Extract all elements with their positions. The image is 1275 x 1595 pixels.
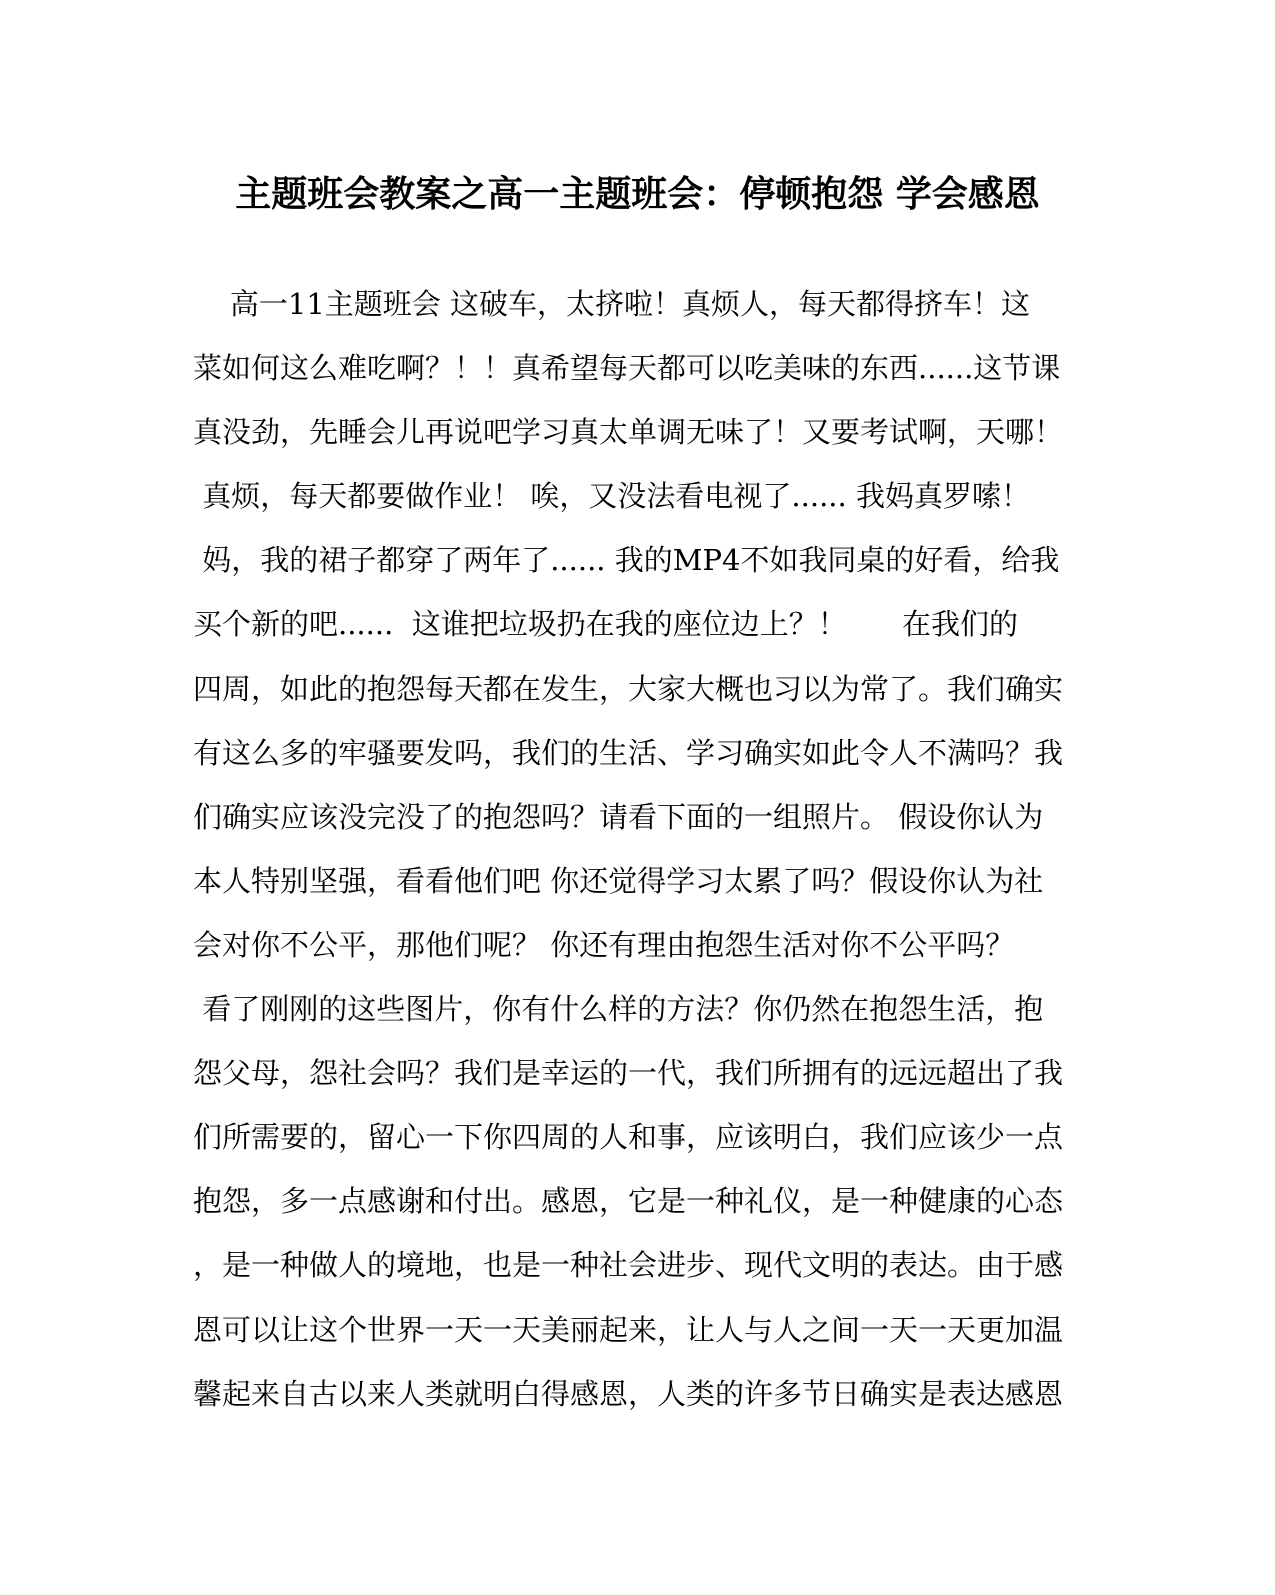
body-line: 本人特别坚强，看看他们吧 你还觉得学习太累了吗？假设你认为社 xyxy=(193,863,1044,898)
body-line: 怨父母，怨社会吗？我们是幸运的一代，我们所拥有的远远超出了我 xyxy=(193,1056,1064,1091)
body-line: 买个新的吧...... 这谁把垃圾扔在我的座位边上？！ 在我们的 xyxy=(193,607,1019,642)
body-line: 恩可以让这个世界一天一天美丽起来，让人与人之间一天一天更加温 xyxy=(193,1312,1064,1347)
document-title: 主题班会教案之高一主题班会：停顿抱怨 学会感恩 xyxy=(235,173,1040,215)
body-line: 抱怨，多一点感谢和付出。感恩，它是一种礼仪，是一种健康的心态 xyxy=(193,1184,1064,1219)
body-line: 高一11主题班会 这破车，太挤啦！真烦人，每天都得挤车！这 xyxy=(193,287,1030,321)
body-line: 四周，如此的抱怨每天都在发生，大家大概也习以为常了。我们确实 xyxy=(193,671,1064,706)
body-line: 有这么多的牢骚要发吗，我们的生活、学习确实如此令人不满吗？我 xyxy=(193,735,1064,770)
body-line: ，是一种做人的境地，也是一种社会进步、现代文明的表达。由于感 xyxy=(193,1248,1064,1283)
body-line: 看了刚刚的这些图片，你有什么样的方法？你仍然在抱怨生活，抱 xyxy=(193,992,1044,1027)
body-line: 真烦，每天都要做作业！ 唉，又没法看电视了...... 我妈真罗嗦！ xyxy=(193,479,1030,514)
body-line: 妈，我的裙子都穿了两年了...... 我的MP4不如我同桌的好看，给我 xyxy=(193,543,1060,578)
body-line: 菜如何这么难吃啊？！！真希望每天都可以吃美味的东西......这节课 xyxy=(193,351,1061,386)
body-line: 们确实应该没完没了的抱怨吗？请看下面的一组照片。 假设你认为 xyxy=(193,799,1044,834)
body-line: 馨起来自古以来人类就明白得感恩，人类的许多节日确实是表达感恩 xyxy=(193,1376,1064,1411)
document-body xyxy=(193,272,1073,1426)
body-line: 会对你不公平，那他们呢？ 你还有理由抱怨生活对你不公平吗？ xyxy=(193,927,1015,962)
body-line: 真没劲，先睡会儿再说吧学习真太单调无味了！又要考试啊，天哪！ xyxy=(193,415,1064,450)
body-line: 们所需要的，留心一下你四周的人和事，应该明白，我们应该少一点 xyxy=(193,1120,1064,1155)
